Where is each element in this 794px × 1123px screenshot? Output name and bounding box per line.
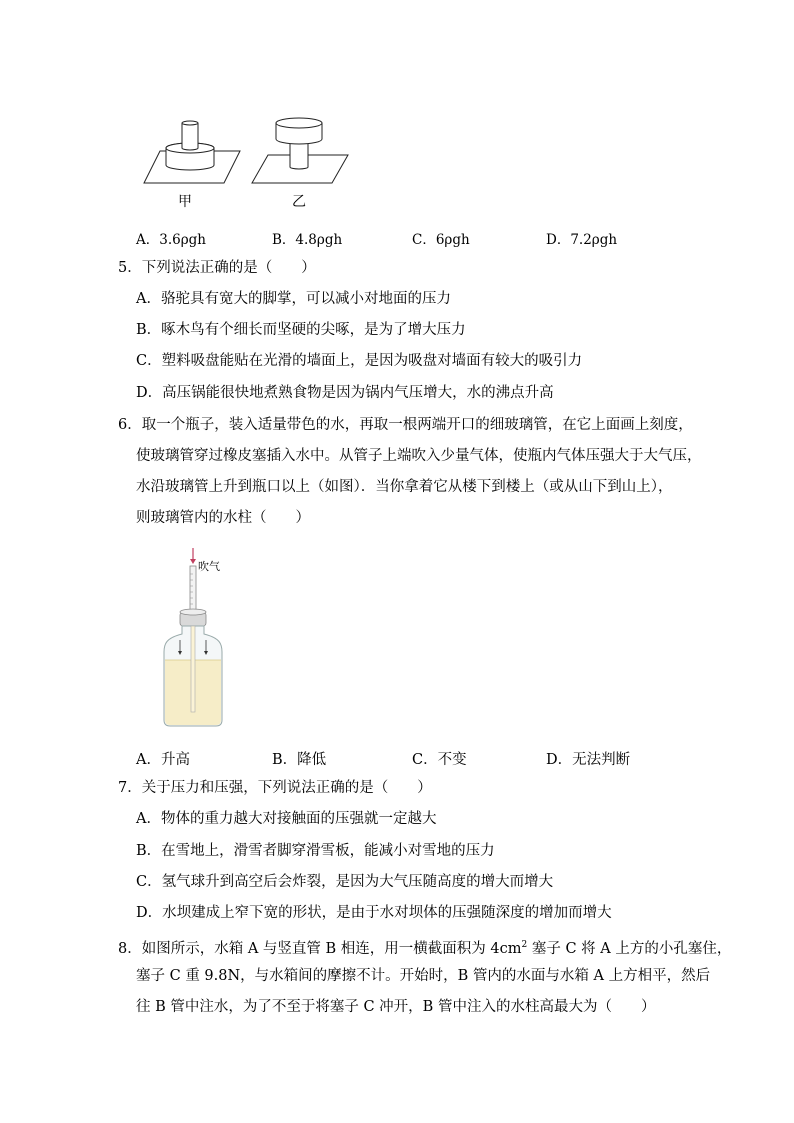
figure-label-yi: 乙	[292, 194, 306, 210]
q4-option-b[interactable]: B．4.8ρgh	[272, 232, 343, 248]
q6-option-a[interactable]: A．升高	[136, 752, 190, 768]
q7-option-b[interactable]: B．在雪地上，滑雪者脚穿滑雪板，能减小对雪地的压力	[136, 843, 495, 859]
q4-option-a[interactable]: A．3.6ρgh	[136, 232, 206, 248]
figure-jia	[144, 121, 240, 183]
q8-stem-line-1	[118, 935, 731, 959]
q8-stem-line-2: 塞子 C 重 9.8N，与水箱间的摩擦不计。开始时，B 管内的水面与水箱 A 上方相平，然后	[136, 968, 711, 984]
q6-option-d[interactable]: D．无法判断	[546, 752, 631, 768]
q7-option-c[interactable]: C．氢气球升到高空后会炸裂，是因为大气压随高度的增大而增大	[136, 874, 554, 890]
q6-stem-line-1: 6．取一个瓶子，装入适量带色的水，再取一根两端开口的细玻璃管，在它上面画上刻度，	[118, 417, 693, 433]
q5-option-b[interactable]: B．啄木鸟有个细长而坚硬的尖啄，是为了增大压力	[136, 322, 466, 338]
q8-line1-pre: 8．如图所示，水箱 A 与竖直管 B 相连，用一横截面积为 4cm	[118, 940, 522, 957]
q4-option-c[interactable]: C．6ρgh	[412, 232, 470, 248]
figure-cylinders-jia-yi	[140, 115, 370, 190]
q8-stem-line-3: 往 B 管中注水，为了不至于将塞子 C 冲开，B 管中注入的水柱高最大为（ ）	[136, 999, 656, 1015]
figure-label-blow: 吹气	[198, 560, 220, 573]
q6-stem-line-4: 则玻璃管内的水柱（ ）	[136, 510, 310, 526]
q5-option-d[interactable]: D．高压锅能很快地煮熟食物是因为锅内气压增大，水的沸点升高	[136, 385, 554, 401]
q6-option-b[interactable]: B．降低	[272, 752, 327, 768]
q4-option-d[interactable]: D．7.2ρgh	[546, 232, 618, 248]
q7-option-d[interactable]: D．水坝建成上窄下宽的形状，是由于水对坝体的压强随深度的增加而增大	[136, 905, 612, 921]
q5-option-c[interactable]: C．塑料吸盘能贴在光滑的墙面上，是因为吸盘对墙面有较大的吸引力	[136, 353, 583, 369]
figure-yi	[252, 118, 348, 183]
q5-stem: 5．下列说法正确的是（ ）	[118, 260, 316, 276]
q7-option-a[interactable]: A．物体的重力越大对接触面的压强就一定越大	[136, 811, 437, 827]
q5-option-a[interactable]: A．骆驼具有宽大的脚掌，可以减小对地面的压力	[136, 291, 451, 307]
q8-line1-post: 塞子 C 将 A 上方的小孔塞住，	[527, 940, 732, 957]
figure-label-jia: 甲	[178, 194, 192, 210]
q8-line1-sup: 2	[521, 940, 528, 950]
q7-stem: 7．关于压力和压强，下列说法正确的是（ ）	[118, 780, 432, 796]
q6-stem-line-2: 使玻璃管穿过橡皮塞插入水中。从管子上端吹入少量气体，使瓶内气体压强大于大气压，	[136, 448, 702, 464]
q6-option-c[interactable]: C．不变	[412, 752, 467, 768]
q6-stem-line-3: 水沿玻璃管上升到瓶口以上（如图）．当你拿着它从楼下到楼上（或从山下到山上），	[136, 479, 673, 495]
